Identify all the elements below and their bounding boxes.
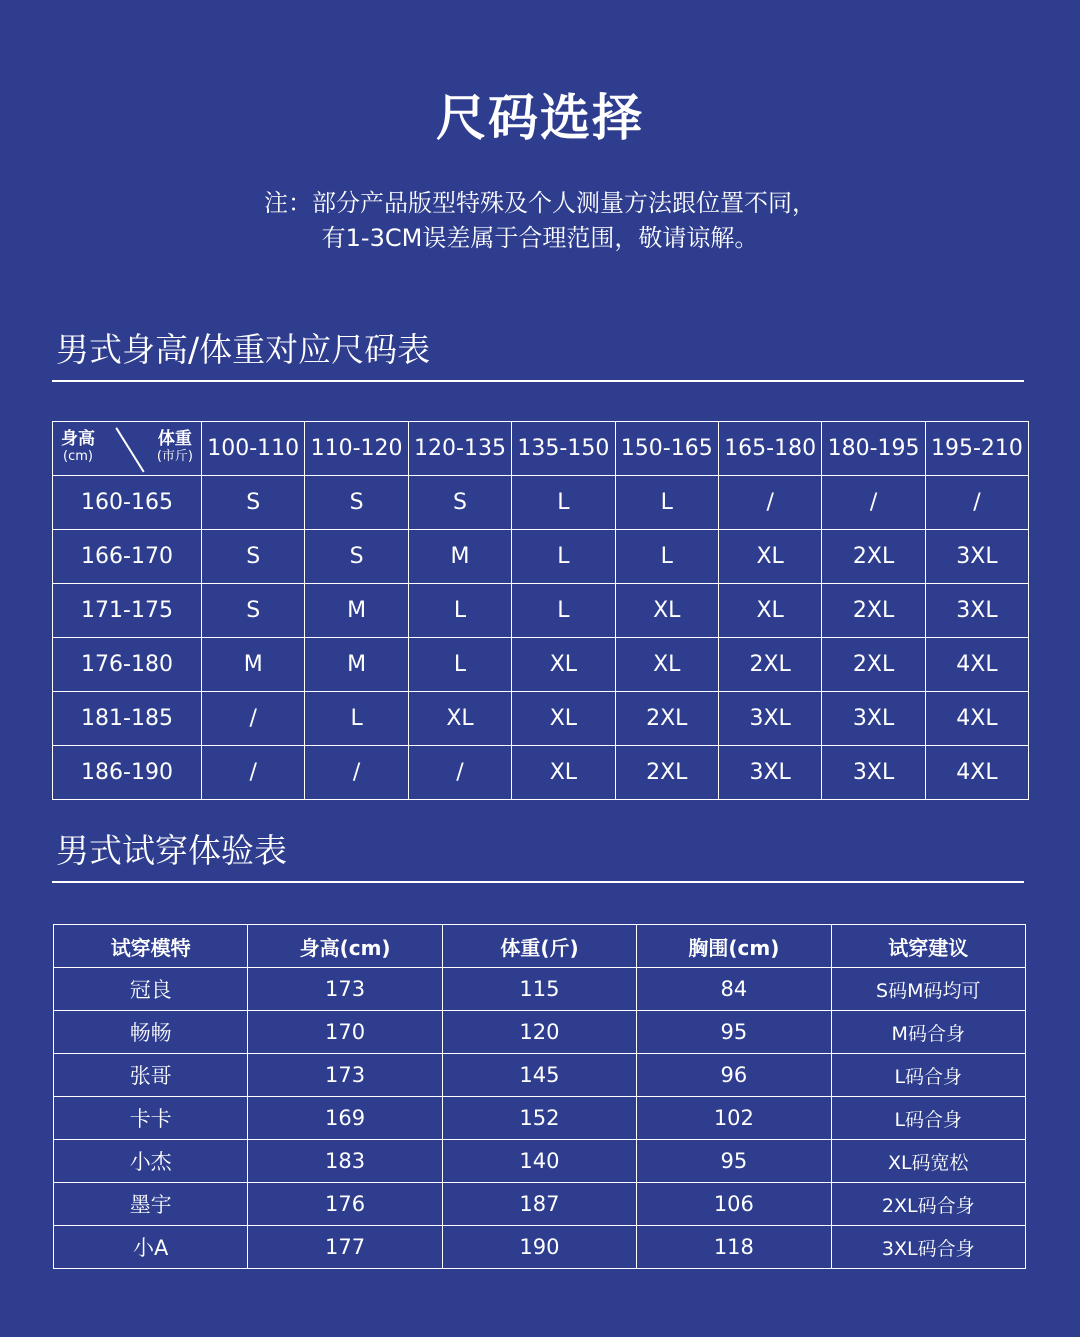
trial-chart-header-row [54, 925, 1026, 968]
size-chart-title: 男式身高/体重对应尺码表 [56, 330, 431, 369]
size-cell: L [615, 530, 718, 584]
size-cell: L [615, 476, 718, 530]
trial-column-header: 试穿建议 [831, 925, 1025, 968]
size-cell: S [408, 476, 511, 530]
trial-column-header: 身高(cm) [248, 925, 442, 968]
trial-cell: 145 [442, 1054, 636, 1097]
size-chart-header-row [53, 422, 1029, 476]
size-cell: / [822, 476, 925, 530]
size-chart-row [53, 692, 1029, 746]
size-cell: 3XL [718, 692, 821, 746]
size-cell: L [512, 530, 615, 584]
trial-cell: 183 [248, 1140, 442, 1183]
size-cell: 3XL [925, 530, 1028, 584]
size-cell: M [305, 584, 408, 638]
trial-row [54, 1226, 1026, 1269]
size-cell: 3XL [822, 746, 925, 800]
size-cell: L [408, 638, 511, 692]
trial-cell: 177 [248, 1226, 442, 1269]
size-cell: XL [718, 530, 821, 584]
trial-cell: 2XL码合身 [831, 1183, 1025, 1226]
trial-cell: 84 [637, 968, 831, 1011]
size-cell: S [305, 476, 408, 530]
trial-cell: 小杰 [54, 1140, 248, 1183]
trial-cell: 张哥 [54, 1054, 248, 1097]
height-range-cell: 186-190 [53, 746, 202, 800]
size-cell: 3XL [822, 692, 925, 746]
trial-cell: 115 [442, 968, 636, 1011]
trial-cell: 176 [248, 1183, 442, 1226]
weight-range-header: 195-210 [925, 422, 1028, 476]
trial-cell: 95 [637, 1140, 831, 1183]
size-cell: 3XL [925, 584, 1028, 638]
trial-cell: 畅畅 [54, 1011, 248, 1054]
size-chart-divider [52, 380, 1024, 382]
size-cell: XL [512, 746, 615, 800]
trial-cell: 190 [442, 1226, 636, 1269]
size-cell: L [512, 584, 615, 638]
size-cell: M [408, 530, 511, 584]
size-cell: L [305, 692, 408, 746]
size-cell: XL [615, 584, 718, 638]
size-chart-row [53, 638, 1029, 692]
trial-chart-table [53, 924, 1026, 1269]
height-range-cell: 160-165 [53, 476, 202, 530]
height-axis-label: 身高 (cm) [61, 429, 95, 464]
trial-cell: 173 [248, 968, 442, 1011]
size-chart-row [53, 530, 1029, 584]
trial-cell: 102 [637, 1097, 831, 1140]
size-cell: / [408, 746, 511, 800]
trial-cell: XL码宽松 [831, 1140, 1025, 1183]
size-note [0, 186, 1080, 256]
size-cell: S [202, 584, 305, 638]
weight-range-header: 180-195 [822, 422, 925, 476]
size-cell: XL [718, 584, 821, 638]
size-cell: S [202, 476, 305, 530]
trial-cell: 106 [637, 1183, 831, 1226]
size-cell: 2XL [822, 638, 925, 692]
size-cell: XL [408, 692, 511, 746]
weight-range-header: 100-110 [202, 422, 305, 476]
size-cell: 4XL [925, 746, 1028, 800]
size-cell: 4XL [925, 692, 1028, 746]
weight-range-header: 120-135 [408, 422, 511, 476]
size-cell: 4XL [925, 638, 1028, 692]
trial-cell: 120 [442, 1011, 636, 1054]
trial-cell: 3XL码合身 [831, 1226, 1025, 1269]
trial-row [54, 968, 1026, 1011]
trial-row [54, 1011, 1026, 1054]
size-cell: S [305, 530, 408, 584]
size-cell: L [512, 476, 615, 530]
size-cell: S [202, 530, 305, 584]
size-cell: 2XL [615, 746, 718, 800]
trial-row [54, 1054, 1026, 1097]
trial-cell: S码M码均可 [831, 968, 1025, 1011]
size-cell: / [202, 692, 305, 746]
note-line-1: 注：部分产品版型特殊及个人测量方法跟位置不同， [264, 189, 816, 217]
size-cell: / [202, 746, 305, 800]
trial-cell: L码合身 [831, 1054, 1025, 1097]
trial-cell: 冠良 [54, 968, 248, 1011]
trial-cell: 152 [442, 1097, 636, 1140]
size-cell: M [202, 638, 305, 692]
trial-cell: 187 [442, 1183, 636, 1226]
trial-row [54, 1140, 1026, 1183]
size-cell: XL [512, 692, 615, 746]
size-cell: 2XL [822, 584, 925, 638]
corner-header-cell [53, 422, 202, 476]
height-range-cell: 166-170 [53, 530, 202, 584]
trial-cell: L码合身 [831, 1097, 1025, 1140]
height-range-cell: 171-175 [53, 584, 202, 638]
size-cell: 2XL [822, 530, 925, 584]
size-cell: L [408, 584, 511, 638]
weight-range-header: 165-180 [718, 422, 821, 476]
weight-range-header: 150-165 [615, 422, 718, 476]
size-cell: / [718, 476, 821, 530]
height-range-cell: 176-180 [53, 638, 202, 692]
trial-cell: 140 [442, 1140, 636, 1183]
trial-chart-title: 男式试穿体验表 [56, 831, 287, 870]
trial-column-header: 胸围(cm) [637, 925, 831, 968]
trial-cell: M码合身 [831, 1011, 1025, 1054]
note-line-2: 有1-3CM误差属于合理范围，敬请谅解。 [321, 224, 759, 252]
trial-chart-divider [52, 881, 1024, 883]
size-cell: M [305, 638, 408, 692]
trial-cell: 118 [637, 1226, 831, 1269]
trial-cell: 小A [54, 1226, 248, 1269]
trial-cell: 墨宇 [54, 1183, 248, 1226]
size-cell: / [305, 746, 408, 800]
size-chart-table [52, 421, 1029, 800]
size-cell: 2XL [718, 638, 821, 692]
size-cell: XL [512, 638, 615, 692]
trial-cell: 卡卡 [54, 1097, 248, 1140]
height-range-cell: 181-185 [53, 692, 202, 746]
trial-cell: 170 [248, 1011, 442, 1054]
size-chart-row [53, 476, 1029, 530]
size-cell: 3XL [718, 746, 821, 800]
trial-cell: 173 [248, 1054, 442, 1097]
weight-range-header: 110-120 [305, 422, 408, 476]
trial-cell: 169 [248, 1097, 442, 1140]
size-chart-row [53, 746, 1029, 800]
size-chart-row [53, 584, 1029, 638]
size-cell: XL [615, 638, 718, 692]
trial-column-header: 试穿模特 [54, 925, 248, 968]
size-cell: 2XL [615, 692, 718, 746]
size-cell: / [925, 476, 1028, 530]
trial-cell: 96 [637, 1054, 831, 1097]
trial-row [54, 1097, 1026, 1140]
trial-row [54, 1183, 1026, 1226]
weight-axis-label: 体重 (市斤) [156, 429, 193, 464]
trial-cell: 95 [637, 1011, 831, 1054]
trial-column-header: 体重(斤) [442, 925, 636, 968]
weight-range-header: 135-150 [512, 422, 615, 476]
page-title: 尺码选择 [436, 89, 644, 147]
corner-diagonal [115, 428, 144, 473]
